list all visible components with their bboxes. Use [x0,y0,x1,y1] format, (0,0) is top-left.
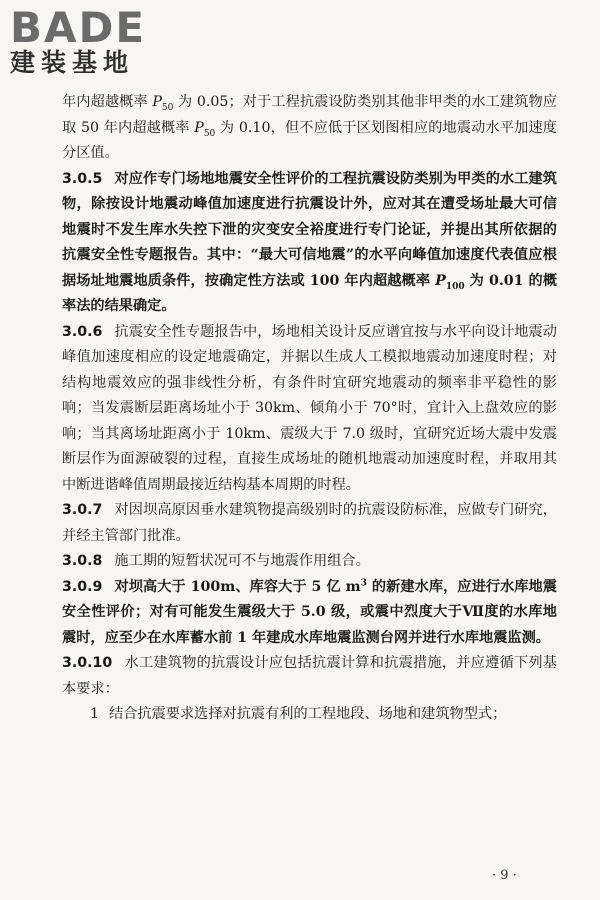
paragraph-continuation: 年内超越概率 $P_{50}$ 为 0.05；对于工程抗震设防类别其他非甲类的水工建筑物应取 50 年内超越概率 $P_{50}$ 为 0.10，但不应低于区划图相应的地震动水平加速度分区值。 [62,94,557,161]
clause-3-0-6: 3.0.6 抗震安全性专题报告中，场地相关设计反应谱宜按与水平向设计地震动峰值加速度相应的设定地震确定，并据以生成人工模拟地震动加速度时程；对结构地震效应的强非线性分析，有条件时宜研究地震动的频率非平稳性的影响；当发震断层距离场址小于 30km、倾角小于 70°时，宜计入上盘效应的影响；当其离场址距离小于 10km、震级大于 7.0 级时，宜研究近场大震中发震断层作为面源破裂的过程，直接生成场址的随机地震动加速度时程，并取用其中断进谐峰值周期最接近结构基本周期的时程。 [62,323,557,493]
clause-number: 3.0.8 [62,553,103,569]
bade-logo [10,3,190,78]
clause-number: 3.0.5 [62,170,103,187]
list-item-1: 1 结合抗震要求选择对抗震有利的工程地段、场地和建筑物型式； [90,706,507,722]
document-body [62,90,557,728]
logo-mark: BADE [10,3,147,52]
clause-number: 3.0.7 [62,502,103,518]
clause-3-0-7: 3.0.7 对因坝高原因垂水建筑物提高级别时的抗震设防标准，应做专门研究，并经主管部门批准。 [62,502,557,544]
clause-number: 3.0.9 [62,578,103,595]
page-number: · 9 · [492,868,517,883]
item-number: 1 [90,706,100,722]
clause-3-0-8: 3.0.8 施工期的短暂状况可不与地震作用组合。 [62,553,370,569]
clause-number: 3.0.10 [62,655,113,671]
logo-subtitle: 建装基地 [10,48,135,77]
clause-3-0-10: 3.0.10 水工建筑物的抗震设计应包括抗震计算和抗震措施，并应遵循下列基本要求： [62,655,557,697]
clause-3-0-9: 3.0.9 对坝高大于 100m、库容大于 5 亿 $m^3$ 的新建水库，应进行水库地震安全性评价；对有可能发生震级大于 5.0 级，或震中烈度大于Ⅶ度的水库地震时，应至少在水库蓄水前 1 年建成水库地震监测台网并进行水库地震监测。 [62,577,557,646]
clause-3-0-5: 3.0.5 对应作专门场地地震安全性评价的工程抗震设防类别为甲类的水工建筑物，除按设计地震动峰值加速度进行抗震设计外，应对其在遭受场址最大可信地震时不发生库水失控下泄的灾变安全裕度进行专门论证，并提出其所依据的抗震安全性专题报告。其中：“最大可信地震”的水平向峰值加速度代表值应根据场址地震地质条件，按确定性方法或 100 年内超越概率 $P_{100}$ 为 0.01 的概率法的结果确定。 [62,170,558,314]
clause-number: 3.0.6 [62,323,103,340]
